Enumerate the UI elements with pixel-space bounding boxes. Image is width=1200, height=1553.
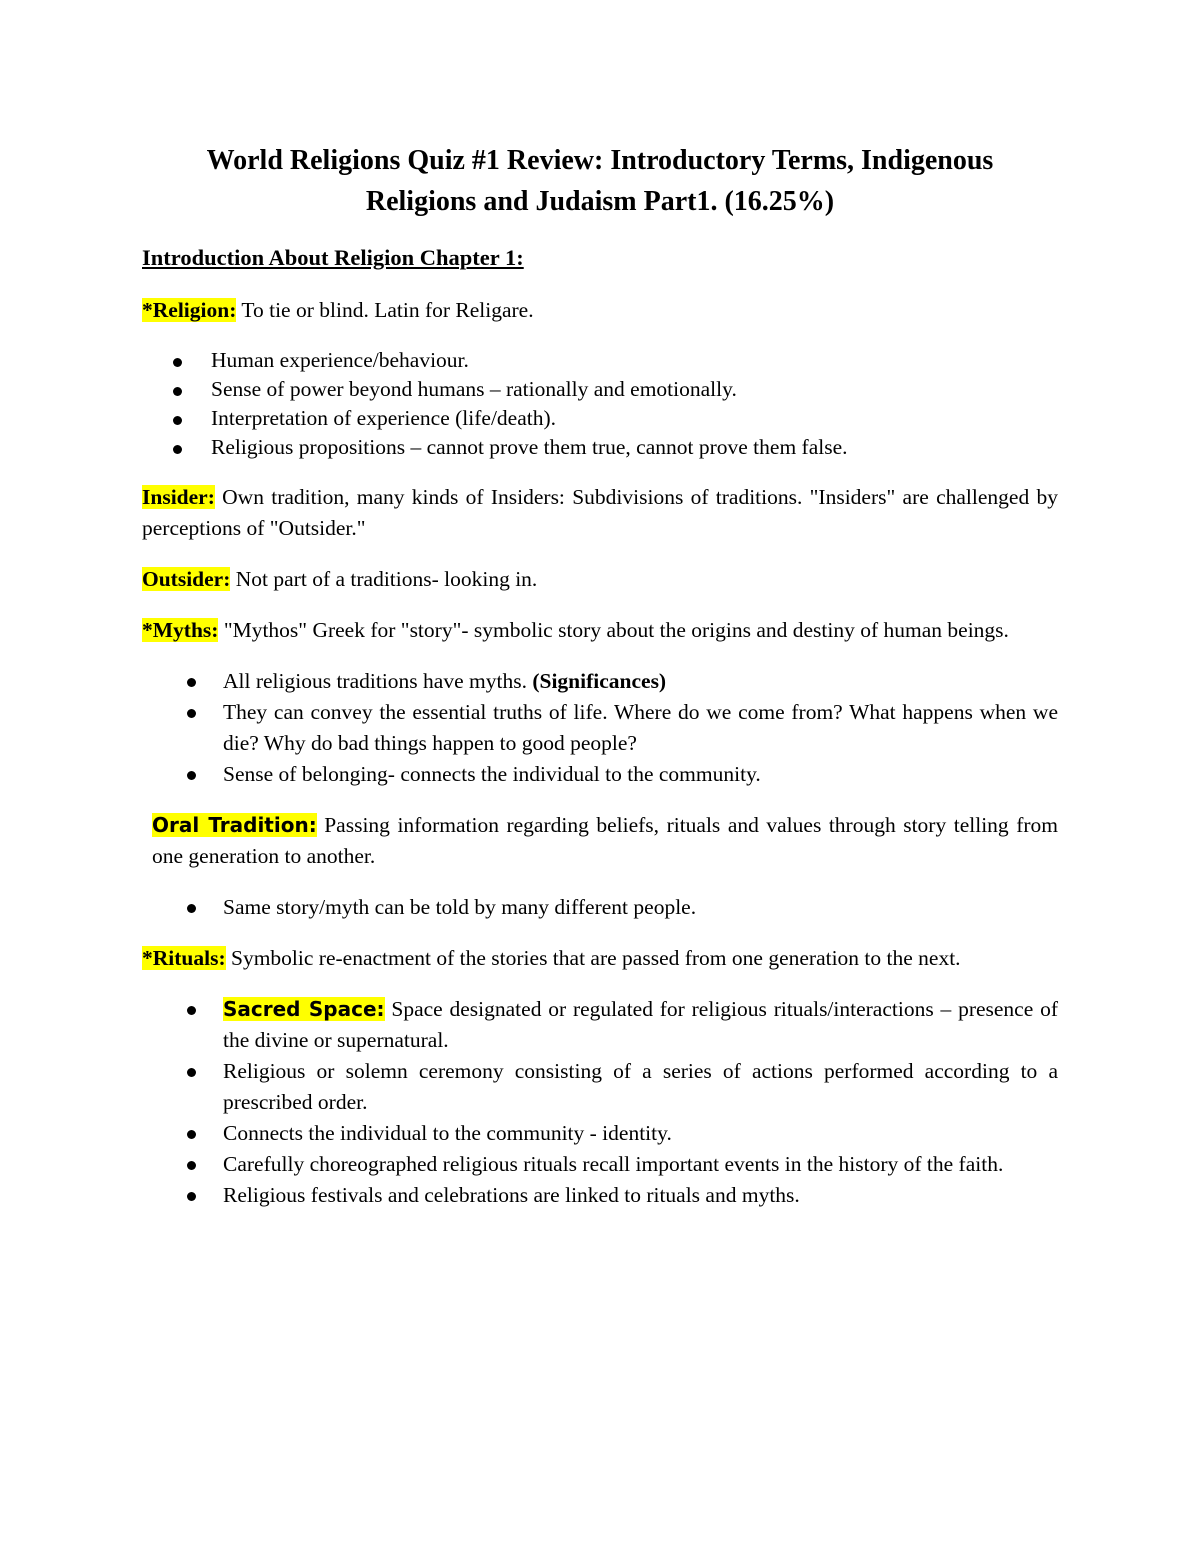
document-page (142, 140, 1058, 1231)
myths-text: "Mythos" Greek for "story"- symbolic story about the origins and destiny of human beings. (218, 618, 1009, 642)
document-title (142, 140, 1058, 222)
insider-text: Own tradition, many kinds of Insiders: Subdivisions of traditions. "Insiders" are challenged by perceptions of "Outsider." (142, 485, 1058, 540)
insider-term: Insider: (142, 485, 215, 509)
oral-tradition-definition (152, 810, 1058, 872)
title-line-1: World Religions Quiz #1 Review: Introductory Terms, Indigenous (206, 145, 994, 176)
bullet-icon (173, 358, 182, 367)
bullet-icon (187, 1192, 196, 1201)
bullet-icon (187, 1006, 196, 1015)
religion-term: *Religion: (142, 298, 237, 322)
bullet-icon (187, 709, 196, 718)
sacred-space-term: Sacred Space: (223, 997, 385, 1021)
bullet-icon (173, 445, 182, 454)
oral-bullet-list (142, 892, 1058, 923)
list-item: All religious traditions have myths. (Significances) (142, 666, 1058, 697)
outsider-text: Not part of a traditions- looking in. (230, 567, 538, 591)
rituals-bullet-list (142, 994, 1058, 1211)
religion-text: To tie or blind. Latin for Religare. (236, 298, 534, 322)
outsider-definition (142, 564, 1058, 595)
religion-definition (142, 295, 1058, 326)
list-item: Religious or solemn ceremony consisting of a series of actions performed according to a prescribed order. (142, 1056, 1058, 1118)
insider-definition (142, 482, 1058, 544)
rituals-definition (142, 943, 1058, 974)
significances-label: (Significances) (532, 669, 667, 693)
oral-tradition-term: Oral Tradition: (152, 813, 317, 837)
myths-bullet-list (142, 666, 1058, 790)
bullet-icon (187, 1068, 196, 1077)
myths-definition (142, 615, 1058, 646)
bullet-icon (187, 771, 196, 780)
myths-term: *Myths: (142, 618, 219, 642)
bullet-icon (173, 416, 182, 425)
list-item: Carefully choreographed religious rituals recall important events in the history of the faith. (142, 1149, 1058, 1180)
bullet-icon (187, 678, 196, 687)
list-item: Sacred Space: Space designated or regulated for religious rituals/interactions – presence of the divine or supernatural. (142, 994, 1058, 1056)
list-item: Sense of power beyond humans – rationally and emotionally. (142, 375, 1058, 404)
religion-bullet-list (142, 346, 1058, 462)
list-item: Interpretation of experience (life/death). (142, 404, 1058, 433)
bullet-icon (173, 387, 182, 396)
list-item: Human experience/behaviour. (142, 346, 1058, 375)
list-item: Religious propositions – cannot prove them true, cannot prove them false. (142, 433, 1058, 462)
outsider-term: Outsider: (142, 567, 231, 591)
rituals-text: Symbolic re-enactment of the stories that are passed from one generation to the next. (225, 946, 961, 970)
bullet-icon (187, 1161, 196, 1170)
list-item: Religious festivals and celebrations are linked to rituals and myths. (142, 1180, 1058, 1211)
bullet-icon (187, 904, 196, 913)
list-item: Sense of belonging- connects the individual to the community. (142, 759, 1058, 790)
oral-tradition-text: Passing information regarding beliefs, rituals and values through story telling from one generation to another. (152, 813, 1058, 868)
oral-tradition-block (152, 810, 1058, 872)
title-line-2: Religions and Judaism Part1. (16.25%) (365, 186, 835, 217)
list-item: They can convey the essential truths of life. Where do we come from? What happens when we die? Why do bad things happen to good people? (142, 697, 1058, 759)
list-item: Connects the individual to the community - identity. (142, 1118, 1058, 1149)
list-item: Same story/myth can be told by many different people. (142, 892, 1058, 923)
section-heading: Introduction About Religion Chapter 1: (142, 245, 524, 270)
bullet-icon (187, 1130, 196, 1139)
rituals-term: *Rituals: (142, 946, 226, 970)
